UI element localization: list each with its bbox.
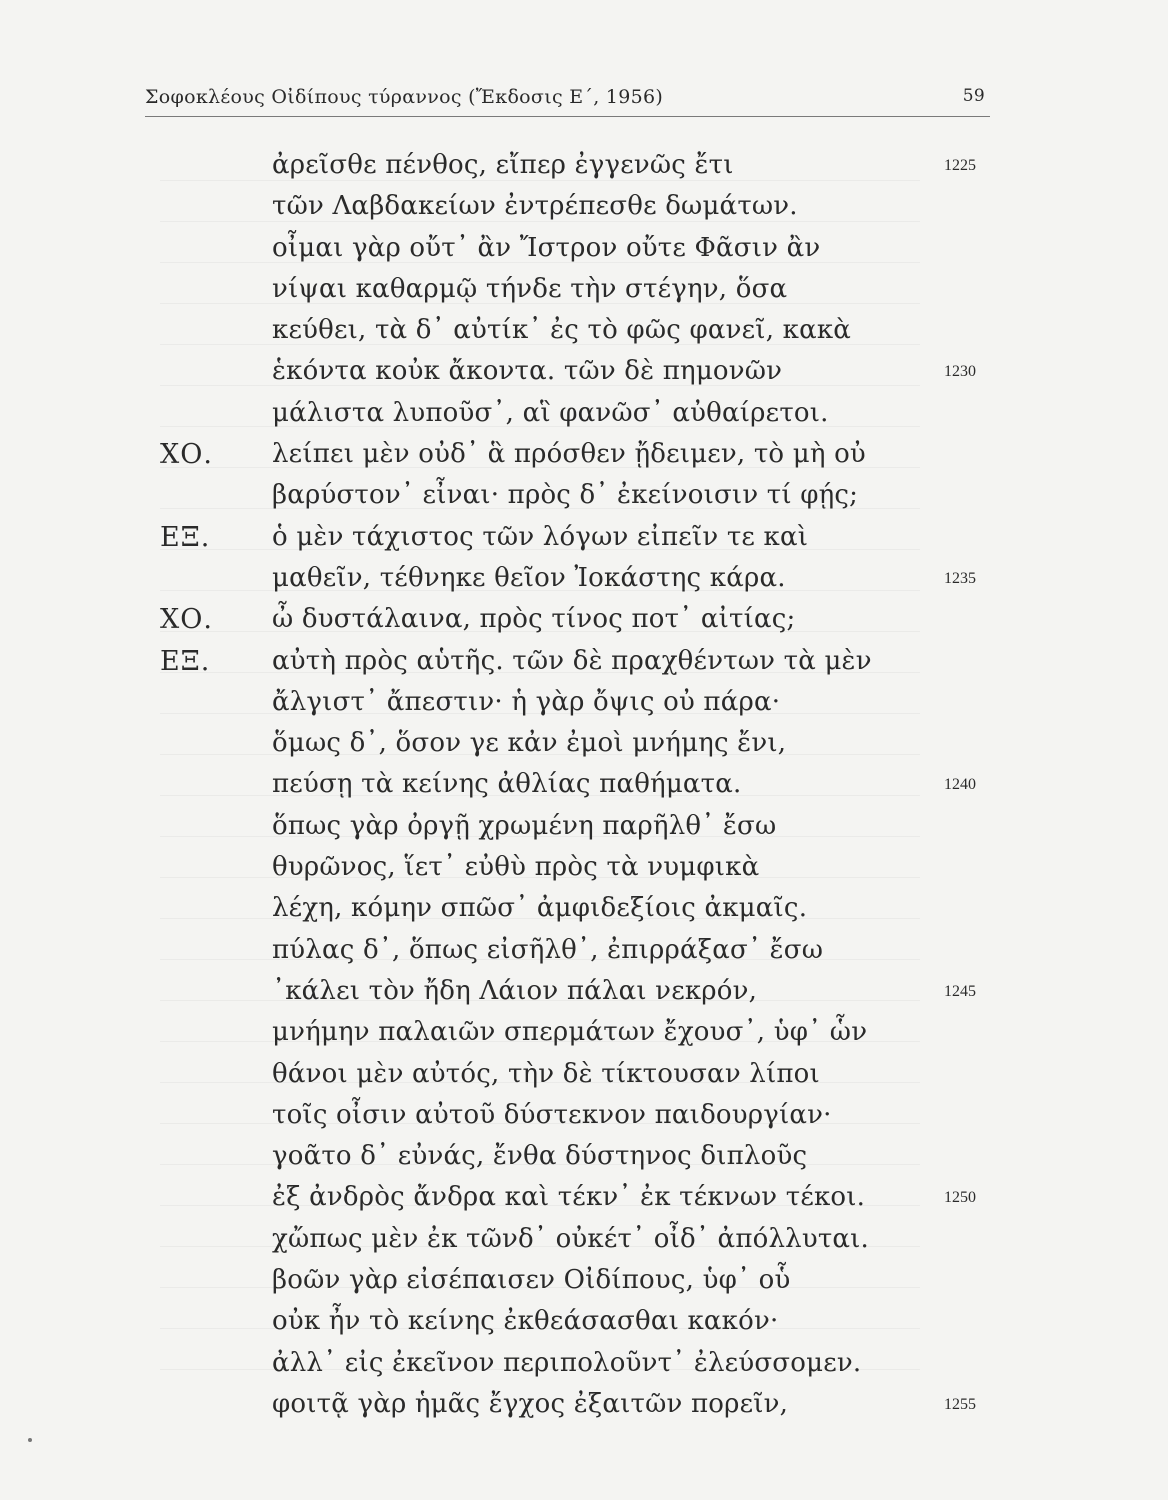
verse-line (0, 1301, 1168, 1342)
line-number: 1255 (944, 1395, 976, 1413)
verse-line (0, 971, 1168, 1012)
verse-line (0, 228, 1168, 269)
verse-line (0, 723, 1168, 764)
verse-text: μάλιστα λυποῦσ᾽, αἳ φανῶσ᾽ αὐθαίρετοι. (272, 397, 829, 428)
verse-line (0, 764, 1168, 805)
verse-text: λείπει μὲν οὐδ᾽ ἃ πρόσθεν ᾔδειμεν, τὸ μὴ οὐ (272, 439, 866, 470)
verse-text: φοιτᾷ γὰρ ἡμᾶς ἔγχος ἐξαιτῶν πορεῖν, (272, 1388, 789, 1419)
verse-text: ὅπως γὰρ ὀργῇ χρωμένη παρῆλθ᾽ ἔσω (272, 810, 777, 841)
verse-text: νίψαι καθαρμῷ τήνδε τὴν στέγην, ὅσα (272, 273, 788, 304)
verse-text: μνήμην παλαιῶν σπερμάτων ἔχουσ᾽, ὑφ᾽ ὧν (272, 1017, 868, 1048)
line-number: 1225 (944, 157, 976, 174)
verse-text: οἶμαι γὰρ οὔτ᾽ ἂν Ἴστρον οὔτε Φᾶσιν ἂν (272, 232, 821, 263)
verse-lines (0, 145, 1168, 1425)
speaker-label: ΧΟ. (160, 604, 213, 636)
line-number: 1230 (944, 363, 976, 381)
verse-line (0, 145, 1168, 186)
verse-line (0, 186, 1168, 227)
verse-text: θάνοι μὲν αὐτός, τὴν δὲ τίκτουσαν λίποι (272, 1058, 820, 1089)
verse-line (0, 682, 1168, 723)
verse-line (0, 806, 1168, 847)
line-number: 1250 (944, 1189, 976, 1207)
verse-line (0, 1343, 1168, 1384)
verse-line (0, 1384, 1168, 1425)
verse-line (0, 475, 1168, 516)
running-header (145, 86, 985, 116)
verse-line (0, 1260, 1168, 1301)
verse-text: τοῖς οἶσιν αὐτοῦ δύστεκνον παιδουργίαν· (272, 1099, 832, 1130)
verse-text: ἀλλ᾽ εἰς ἐκεῖνον περιπολοῦντ᾽ ἐλεύσσομεν. (272, 1347, 862, 1378)
verse-line (0, 558, 1168, 599)
verse-text: ἄλγιστ᾽ ἄπεστιν· ἡ γὰρ ὄψις οὐ πάρα· (272, 686, 781, 717)
verse-line (0, 1219, 1168, 1260)
verse-text: πύλας δ᾽, ὅπως εἰσῆλθ᾽, ἐπιρράξασ᾽ ἔσω (272, 934, 824, 965)
verse-line (0, 930, 1168, 971)
line-number: 1245 (944, 982, 976, 1000)
verse-line (0, 434, 1168, 475)
verse-text: πεύσῃ τὰ κείνης ἀθλίας παθήματα. (272, 769, 742, 800)
line-number: 1235 (944, 569, 976, 587)
verse-text: γοᾶτο δ᾽ εὐνάς, ἔνθα δύστηνος διπλοῦς (272, 1141, 808, 1172)
verse-line (0, 641, 1168, 682)
verse-line (0, 517, 1168, 558)
header-title: Σοφοκλέους Οἰδίπους τύραννος (Ἔκδοσις Ε΄, 1956) (145, 86, 664, 108)
verse-text: κεύθει, τὰ δ᾽ αὐτίκ᾽ ἐς τὸ φῶς φανεῖ, κακὰ (272, 315, 852, 346)
header-rule (145, 116, 990, 117)
verse-text: λέχη, κόμην σπῶσ᾽ ἀμφιδεξίοις ἀκμαῖς. (272, 893, 808, 924)
speaker-label: ΕΞ. (160, 645, 211, 677)
verse-text: ἑκόντα κοὐκ ἄκοντα. τῶν δὲ πημονῶν (272, 356, 783, 387)
verse-text: ὅμως δ᾽, ὅσον γε κἀν ἐμοὶ μνήμης ἔνι, (272, 728, 787, 759)
verse-text: ὦ δυστάλαινα, πρὸς τίνος ποτ᾽ αἰτίας; (272, 604, 796, 635)
verse-line (0, 351, 1168, 392)
verse-line (0, 269, 1168, 310)
verse-line (0, 1012, 1168, 1053)
verse-text: βοῶν γὰρ εἰσέπαισεν Οἰδίπους, ὑφ᾽ οὗ (272, 1265, 791, 1296)
verse-text: βαρύστον᾽ εἶναι· πρὸς δ᾽ ἐκείνοισιν τί φῄς; (272, 480, 859, 511)
verse-line (0, 888, 1168, 929)
verse-line (0, 310, 1168, 351)
verse-text: ἀρεῖσθε πένθος, εἴπερ ἐγγενῶς ἔτι (272, 150, 734, 180)
verse-text: ἐξ ἀνδρὸς ἄνδρα καὶ τέκν᾽ ἐκ τέκνων τέκοι. (272, 1182, 866, 1213)
verse-text: οὐκ ἦν τὸ κείνης ἐκθεάσασθαι κακόν· (272, 1306, 779, 1337)
verse-line (0, 1177, 1168, 1218)
verse-line (0, 1054, 1168, 1095)
verse-line (0, 599, 1168, 640)
speck-mark (28, 1438, 32, 1442)
verse-line (0, 1136, 1168, 1177)
verse-text: ᾽κάλει τὸν ἤδη Λάιον πάλαι νεκρόν, (272, 975, 758, 1006)
speaker-label: ΕΞ. (160, 521, 211, 553)
line-number: 1240 (944, 776, 976, 794)
page-number: 59 (962, 86, 985, 106)
verse-text: θυρῶνος, ἵετ᾽ εὐθὺ πρὸς τὰ νυμφικὰ (272, 852, 760, 883)
verse-text: αὐτὴ πρὸς αὑτῆς. τῶν δὲ πραχθέντων τὰ μὲν (272, 645, 872, 676)
speaker-label: ΧΟ. (160, 439, 213, 471)
verse-text: τῶν Λαβδακείων ἐντρέπεσθε δωμάτων. (272, 191, 798, 222)
verse-line (0, 393, 1168, 434)
verse-line (0, 847, 1168, 888)
verse-text: χὤπως μὲν ἐκ τῶνδ᾽ οὐκέτ᾽ οἶδ᾽ ἀπόλλυται. (272, 1223, 870, 1254)
verse-text: μαθεῖν, τέθνηκε θεῖον Ἰοκάστης κάρα. (272, 562, 786, 593)
verse-text: ὁ μὲν τάχιστος τῶν λόγων εἰπεῖν τε καὶ (272, 521, 809, 552)
verse-line (0, 1095, 1168, 1136)
